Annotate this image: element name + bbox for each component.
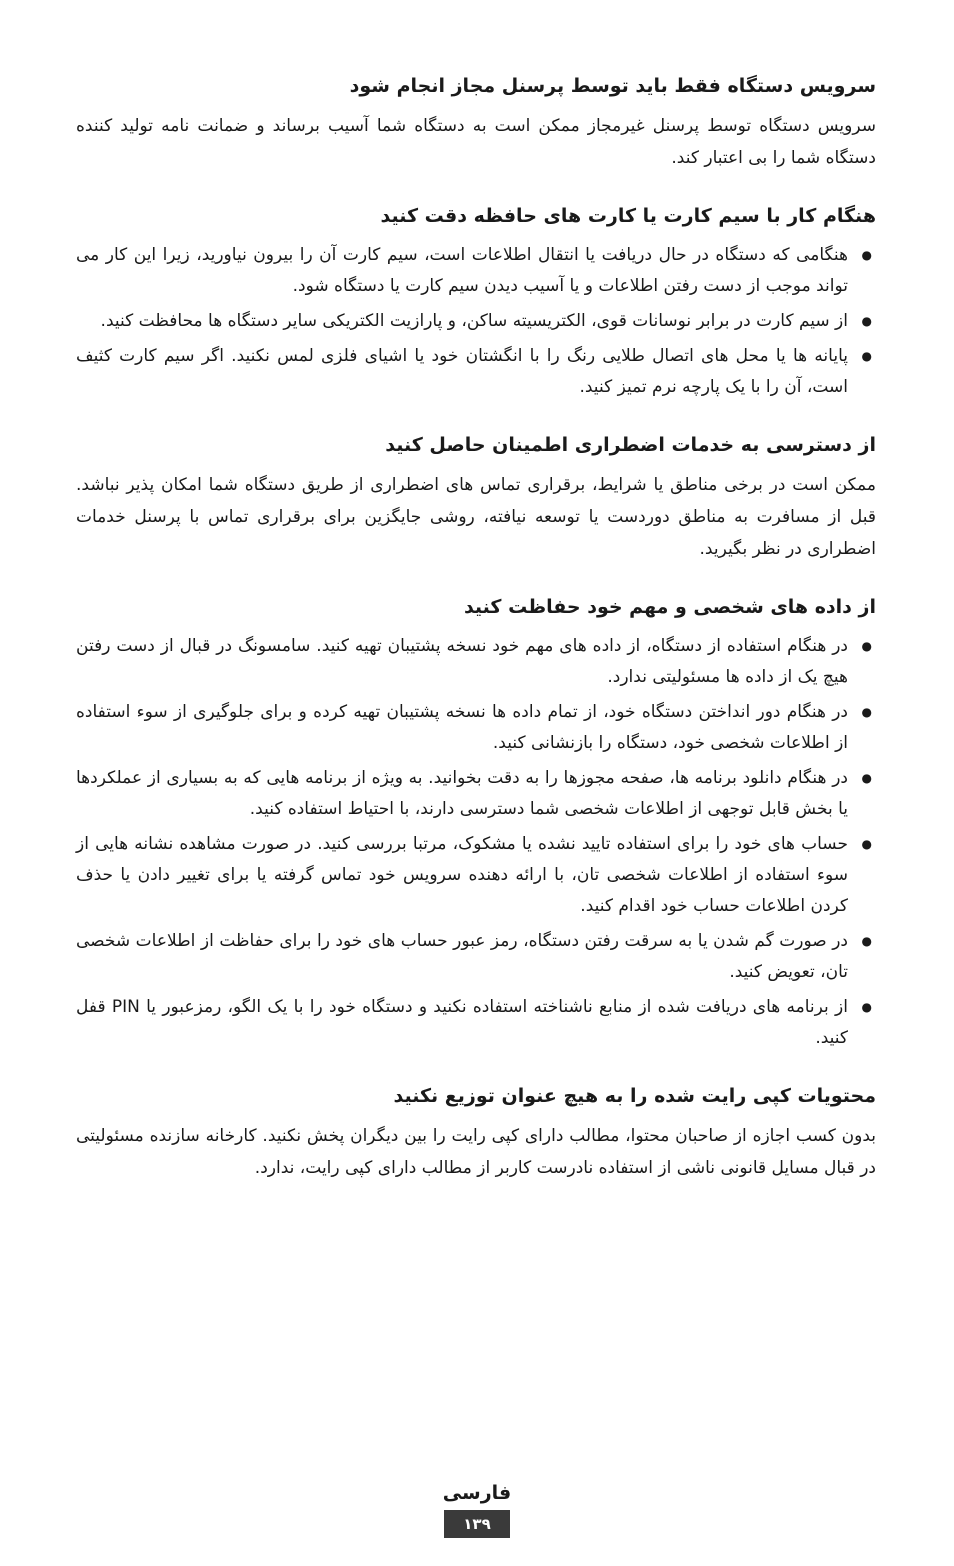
page-footer	[0, 1482, 954, 1538]
section-heading: محتویات کپی رایت شده را به هیچ عنوان توزیع نکنید	[393, 1085, 876, 1107]
bullet-icon: ●	[861, 314, 872, 328]
list-item	[76, 763, 876, 825]
section-heading: از دسترسی به خدمات اضطراری اطمینان حاصل کنید	[385, 434, 876, 456]
bullet-icon: ●	[861, 639, 872, 653]
list-item-text: از برنامه های دریافت شده از منابع ناشناخته استفاده نکنید و دستگاه خود را با یک الگو، رمزعبور یا PIN قفل کنید.	[76, 997, 848, 1048]
document-page	[76, 70, 876, 1210]
section-heading: از داده های شخصی و مهم خود حفاظت کنید	[463, 596, 876, 618]
section-authorized-service	[76, 70, 876, 174]
list-item	[76, 926, 876, 988]
list-item	[76, 829, 876, 922]
section-copyright	[76, 1080, 876, 1184]
section-emergency-services	[76, 429, 876, 565]
list-item	[76, 697, 876, 759]
list-item	[76, 306, 876, 337]
list-item-text: حساب های خود را برای استفاده تایید نشده یا مشکوک، مرتبا بررسی کنید. در صورت مشاهده نشانه هایی از سوء استفاده از اطلاعات شخصی تان، با ارائه دهنده سرویس خود تماس گرفته یا برای تغییر دادن یا حذف کردن اطلاعات حساب خود اقدام کنید.	[76, 834, 848, 916]
page-number-badge: ١٣٩	[444, 1510, 510, 1538]
bullet-icon: ●	[861, 771, 872, 785]
list-item	[76, 992, 876, 1054]
list-item-text: در هنگام دانلود برنامه ها، صفحه مجوزها را به دقت بخوانید. به ویژه از برنامه هایی که به بسیاری از عملکردها یا بخش قابل توجهی از اطلاعات شخصی شما دسترسی دارند، با احتیاط استفاده کنید.	[76, 768, 848, 819]
list-item	[76, 341, 876, 403]
section-personal-data	[76, 591, 876, 1054]
section-paragraph: ممکن است در برخی مناطق یا شرایط، برقراری تماس های اضطراری از طریق دستگاه شما امکان پذیر نباشد. قبل از مسافرت به مناطق دوردست یا توسعه نیافته، روشی جایگزین برای برقراری تماس با پرسنل خدمات اضطراری در نظر بگیرید.	[76, 475, 876, 559]
list-item-text: در هنگام استفاده از دستگاه، از داده های مهم خود نسخه پشتیبان تهیه کنید. سامسونگ در قبال از دست رفتن هیچ یک از داده ها مسئولیتی ندارد.	[76, 636, 848, 687]
section-paragraph: بدون کسب اجازه از صاحبان محتوا، مطالب دارای کپی رایت را بین دیگران پخش نکنید. کارخانه سازنده مسئولیتی در قبال مسایل قانونی ناشی از استفاده نادرست کاربر از مطالب دارای کپی رایت، ندارد.	[76, 1126, 876, 1178]
bullet-icon: ●	[861, 837, 872, 851]
bullet-icon: ●	[861, 248, 872, 262]
section-sim-card-care	[76, 200, 876, 403]
section-heading: هنگام کار با سیم کارت یا کارت های حافظه دقت کنید	[380, 205, 876, 227]
list-item	[76, 631, 876, 693]
bullet-icon: ●	[861, 705, 872, 719]
bullet-icon: ●	[861, 934, 872, 948]
list-item	[76, 240, 876, 302]
list-item-text: از سیم کارت در برابر نوسانات قوی، الکتریسیته ساکن، و پارازیت الکتریکی سایر دستگاه ها محافظت کنید.	[100, 311, 848, 331]
footer-language-label: فارسی	[442, 1482, 512, 1504]
bullet-icon: ●	[861, 1000, 872, 1014]
section-paragraph: سرویس دستگاه توسط پرسنل غیرمجاز ممکن است به دستگاه شما آسیب برساند و ضمانت نامه تولید کننده دستگاه شما را بی اعتبار کند.	[76, 116, 876, 168]
bullet-list	[76, 240, 876, 403]
bullet-icon: ●	[861, 349, 872, 363]
list-item-text: هنگامی که دستگاه در حال دریافت یا انتقال اطلاعات است، سیم کارت آن را بیرون نیاورید، زیرا این کار می تواند موجب از دست رفتن اطلاعات و یا آسیب دیدن سیم کارت یا دستگاه شود.	[76, 245, 848, 296]
bullet-list	[76, 631, 876, 1054]
list-item-text: پایانه ها یا محل های اتصال طلایی رنگ را با انگشتان خود یا اشیای فلزی لمس نکنید. اگر سیم کارت کثیف است، آن را با یک پارچه نرم تمیز کنید.	[76, 346, 848, 397]
section-heading: سرویس دستگاه فقط باید توسط پرسنل مجاز انجام شود	[349, 75, 876, 97]
list-item-text: در صورت گم شدن یا به سرقت رفتن دستگاه، رمز عبور حساب های خود را برای حفاظت از اطلاعات شخصی تان، تعویض کنید.	[76, 931, 848, 982]
list-item-text: در هنگام دور انداختن دستگاه خود، از تمام داده ها نسخه پشتیبان تهیه کرده و برای جلوگیری از سوء استفاده از اطلاعات شخصی خود، دستگاه را بازنشانی کنید.	[76, 702, 848, 753]
